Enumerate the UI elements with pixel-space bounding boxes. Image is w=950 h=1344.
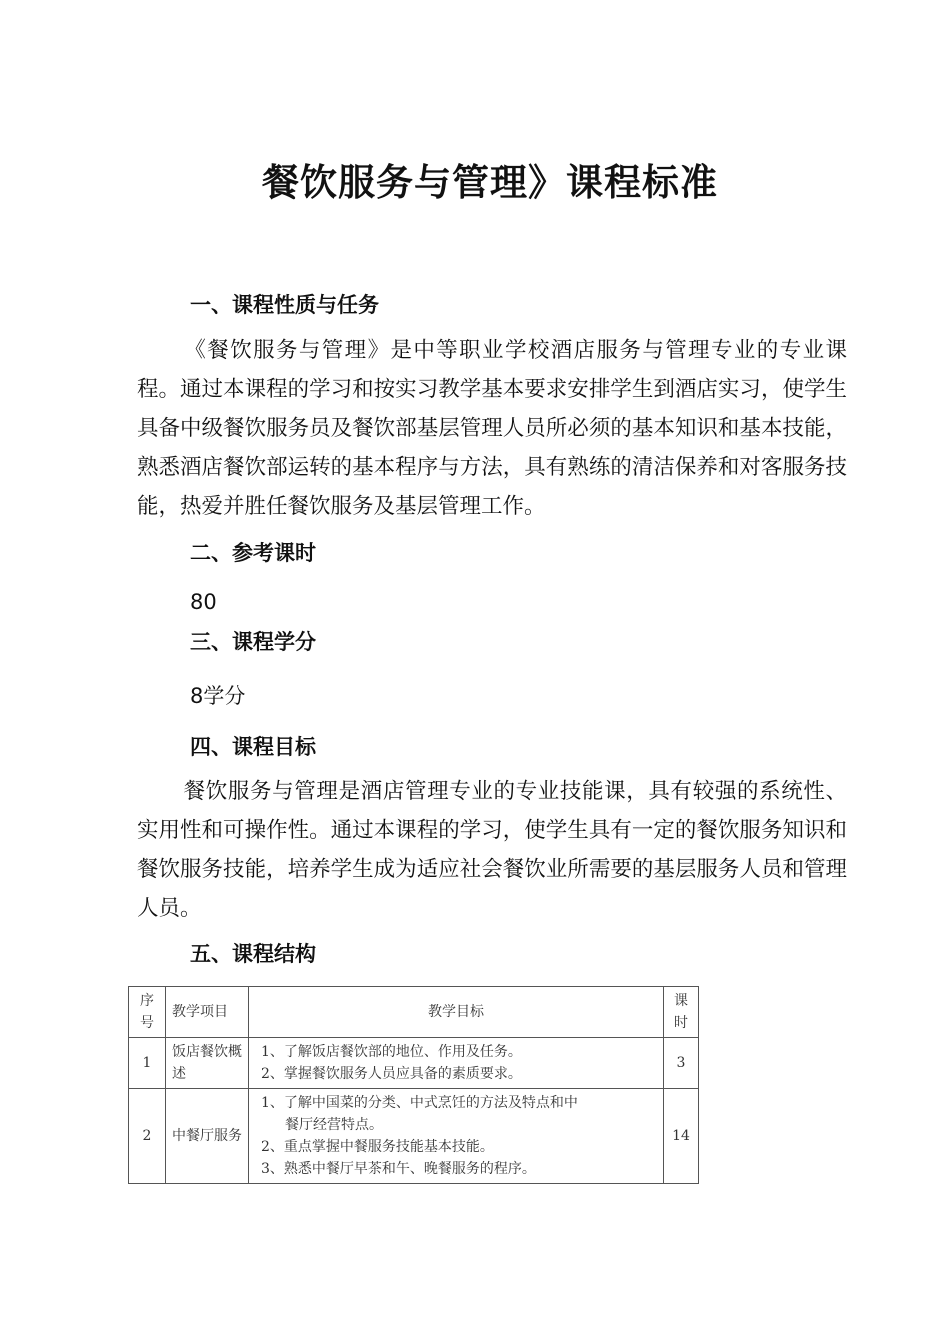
row-hours: 3 [664,1038,699,1089]
table-header-row [129,987,699,1038]
section-heading-5: 五、课程结构 [190,942,316,966]
row-no: 1 [129,1038,166,1089]
header-hours: 课时 [664,987,699,1038]
goal-line: 餐厅经营特点。 [285,1117,383,1133]
section-heading-3: 三、课程学分 [190,630,316,654]
row-hours: 14 [664,1089,699,1184]
row-goals [249,1038,664,1089]
page-title: 餐饮服务与管理》课程标准 [262,161,718,204]
section-4-body [137,772,847,928]
goal-line: 1、了解饭店餐饮部的地位、作用及任务。 [261,1044,522,1060]
goal-line: 1、了解中国菜的分类、中式烹饪的方法及特点和中 [261,1095,578,1111]
row-no: 2 [129,1089,166,1184]
row-item: 中餐厅服务 [166,1089,249,1184]
header-goals: 教学目标 [249,987,664,1038]
header-no: 序号 [129,987,166,1038]
goal-line: 3、熟悉中餐厅早茶和午、晚餐服务的程序。 [261,1161,536,1177]
reference-hours-value: 80 [190,590,217,614]
section-heading-1: 一、课程性质与任务 [190,293,379,317]
row-goals [249,1089,664,1184]
goal-line: 2、重点掌握中餐服务技能基本技能。 [261,1139,494,1155]
goal-line: 2、掌握餐饮服务人员应具备的素质要求。 [261,1066,522,1082]
section-heading-2: 二、参考课时 [190,541,316,565]
credits-value: 8学分 [190,684,246,708]
table-row [129,1038,699,1089]
section-4-text: 餐饮服务与管理是酒店管理专业的专业技能课，具有较强的系统性、实用性和可操作性。通过本课程的学习，使学生具有一定的餐饮服务知识和餐饮服务技能，培养学生成为适应社会餐饮业所需要的基层服务人员和管理人员。 [137,779,847,921]
section-1-text: 《餐饮服务与管理》是中等职业学校酒店服务与管理专业的专业课程。通过本课程的学习和按实习教学基本要求安排学生到酒店实习，使学生具备中级餐饮服务员及餐饮部基层管理人员所必须的基本知识和基本技能，熟悉酒店餐饮部运转的基本程序与方法，具有熟练的清洁保养和对客服务技能，热爱并胜任餐饮服务及基层管理工作。 [137,338,847,519]
table-row [129,1089,699,1184]
section-heading-4: 四、课程目标 [190,735,316,759]
row-item: 饭店餐饮概述 [166,1038,249,1089]
section-1-body [137,331,847,526]
course-structure-table [128,986,699,1184]
header-item: 教学项目 [166,987,249,1038]
